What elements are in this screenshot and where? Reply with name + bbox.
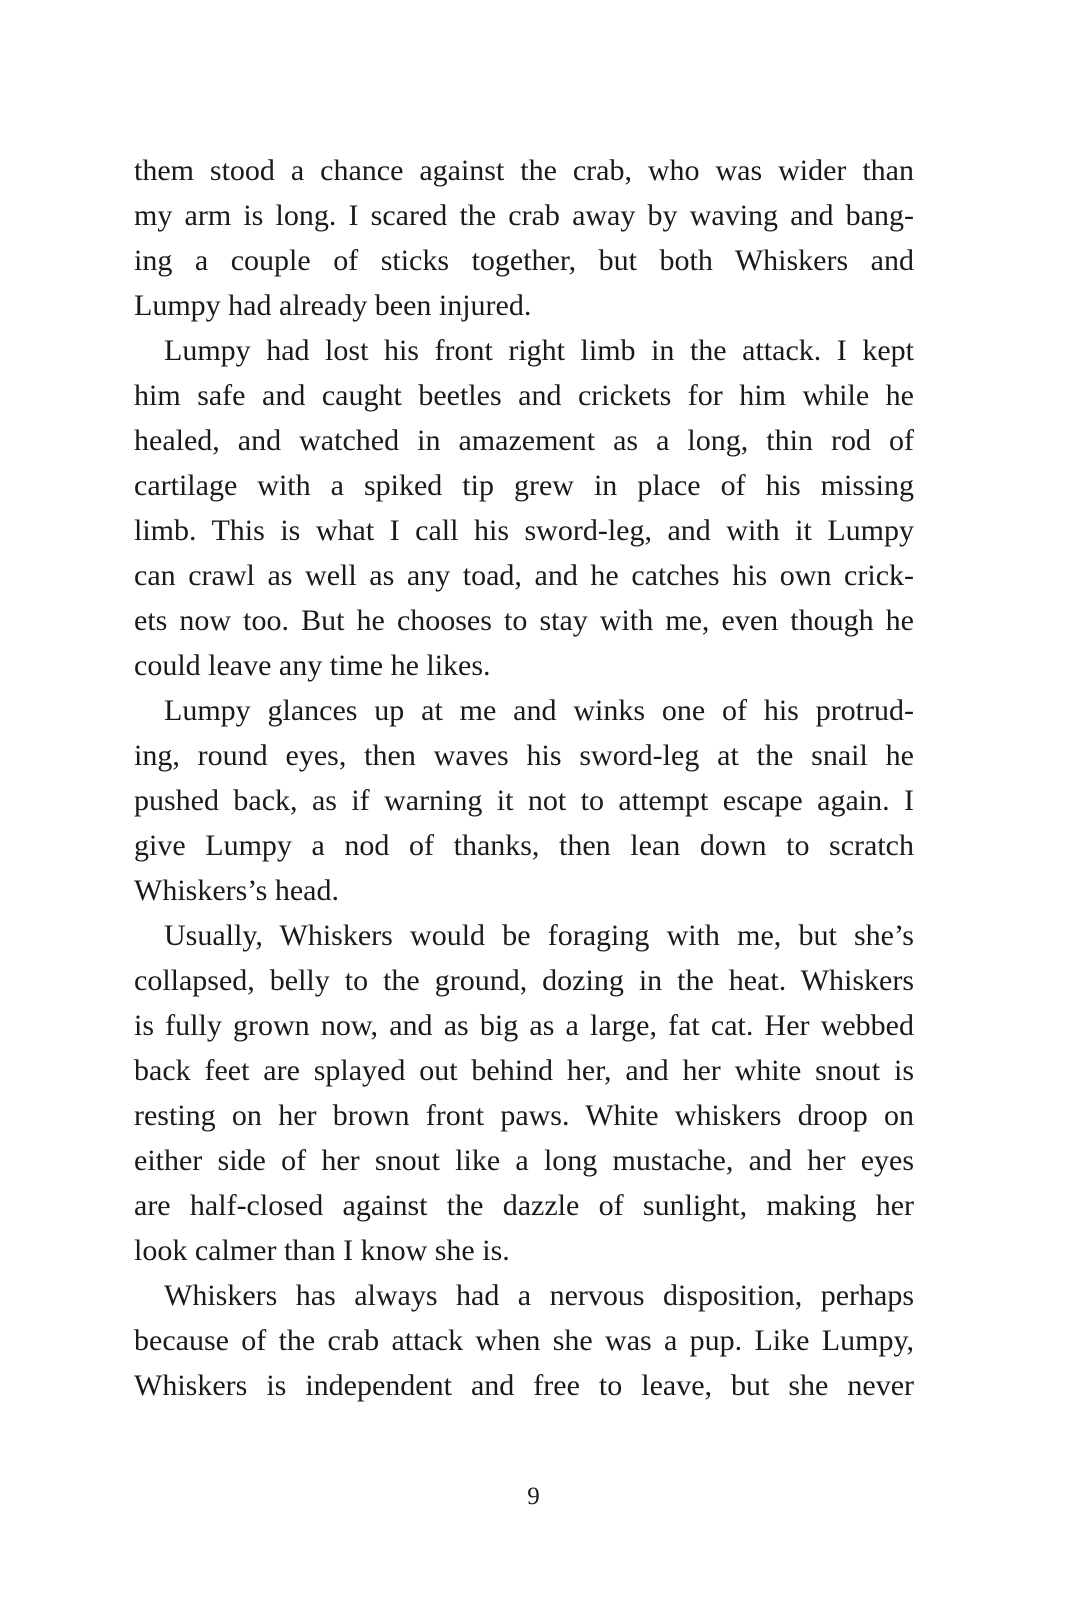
text-line: because of the crab attack when she was a pup. Like Lumpy, (134, 1324, 914, 1357)
text-line: Lumpy glances up at me and winks one of his protrud- (164, 694, 914, 727)
text-line: ets now too. But he chooses to stay with me, even though he (134, 604, 914, 637)
text-line: Whiskers’s head. (134, 874, 339, 907)
text-line: them stood a chance against the crab, who was wider than (134, 154, 914, 187)
text-line: is fully grown now, and as big as a large, fat cat. Her webbed (134, 1009, 914, 1042)
text-line: my arm is long. I scared the crab away by waving and bang- (134, 199, 914, 232)
text-line: could leave any time he likes. (134, 649, 491, 682)
paragraph (134, 328, 914, 688)
page-number: 9 (527, 1483, 540, 1510)
body-text (134, 148, 914, 1408)
text-line: Whiskers has always had a nervous disposition, perhaps (164, 1279, 914, 1312)
paragraph (134, 688, 914, 913)
text-line: Whiskers is independent and free to leave, but she never (134, 1369, 914, 1402)
text-line: look calmer than I know she is. (134, 1234, 510, 1267)
text-line: pushed back, as if warning it not to attempt escape again. I (134, 784, 914, 817)
text-line: are half-closed against the dazzle of sunlight, making her (134, 1189, 914, 1222)
text-line: Lumpy had lost his front right limb in the attack. I kept (164, 334, 914, 367)
text-line: Usually, Whiskers would be foraging with me, but she’s (164, 919, 914, 952)
text-line: Lumpy had already been injured. (134, 289, 532, 322)
text-line: ing, round eyes, then waves his sword-leg at the snail he (134, 739, 914, 772)
text-line: can crawl as well as any toad, and he catches his own crick- (134, 559, 914, 592)
text-line: healed, and watched in amazement as a long, thin rod of (134, 424, 914, 457)
paragraph (134, 913, 914, 1273)
paragraph (134, 148, 914, 328)
text-line: either side of her snout like a long mustache, and her eyes (134, 1144, 914, 1177)
text-line: him safe and caught beetles and crickets for him while he (134, 379, 914, 412)
text-line: collapsed, belly to the ground, dozing in the heat. Whiskers (134, 964, 914, 997)
text-line: resting on her brown front paws. White whiskers droop on (134, 1099, 914, 1132)
text-line: ing a couple of sticks together, but both Whiskers and (134, 244, 914, 277)
text-line: cartilage with a spiked tip grew in place of his missing (134, 469, 914, 502)
text-line: give Lumpy a nod of thanks, then lean down to scratch (134, 829, 914, 862)
text-line: back feet are splayed out behind her, and her white snout is (134, 1054, 914, 1087)
text-line: limb. This is what I call his sword-leg, and with it Lumpy (134, 514, 914, 547)
paragraph (134, 1273, 914, 1408)
